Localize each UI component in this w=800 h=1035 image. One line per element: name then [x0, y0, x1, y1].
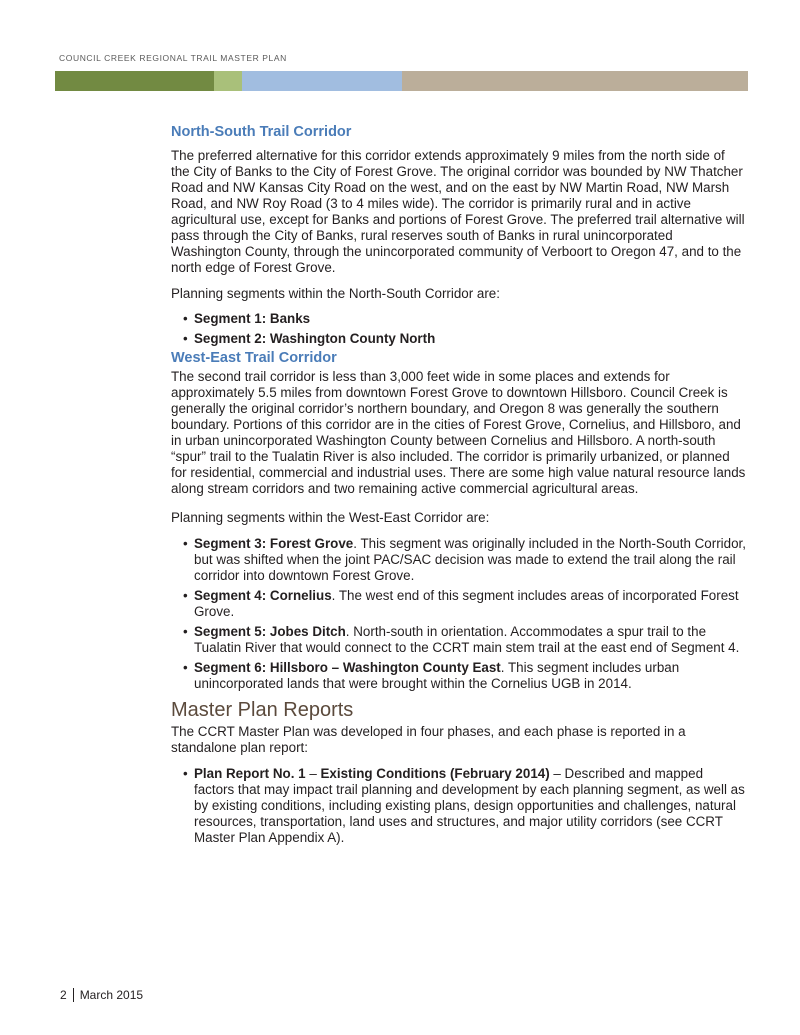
header-color-bar — [55, 71, 748, 91]
report-dash: – — [305, 766, 321, 781]
report-title: Existing Conditions (February 2014) — [320, 766, 550, 781]
footer-date: March 2015 — [79, 988, 144, 1002]
bullet-icon: • — [183, 311, 188, 326]
running-header: COUNCIL CREEK REGIONAL TRAIL MASTER PLAN — [59, 53, 287, 63]
segment-description: . This segment includes urban unincorporated lands that were brought within the Cornelius UGB in 2014. — [194, 660, 680, 691]
bullet-icon: • — [183, 660, 188, 675]
ns-segment-list — [183, 311, 746, 347]
segment-title: Segment 3: Forest Grove — [194, 536, 354, 551]
segment-title: Segment 1: Banks — [194, 311, 311, 326]
color-bar-segment-tan — [402, 71, 748, 91]
we-paragraph: The second trail corridor is less than 3,000 feet wide in some places and extends for approximately 5.5 miles from downtown Forest Grove to downtown Hillsboro. Council Creek is generally the original corridor’s northern boundary, and Oregon 8 was generally the southern boundary. Portions of this corridor are in the cities of Forest Grove, Cornelius, and Hillsboro, and in urban unincorporated Washington County between Cornelius and Hillsboro. A north-south “spur” trail to the Tualatin River is also included. The corridor is primarily urbanized, or planned for residential, commercial and industrial uses. There are some high value natural resource lands along stream corridors and two remaining active commercial agricultural areas. — [171, 369, 746, 496]
report-description: – Described and mapped factors that may impact trail planning and development by each planning segment, as well as by existing conditions, including existing plans, design opportunities and challenges, natural resources, transportation, land uses and structures, and major utility corridors (see CCRT Master Plan Appendix A). — [194, 766, 745, 845]
bullet-icon: • — [183, 766, 188, 781]
segment-description: . North-south in orientation. Accommodates a spur trail to the Tualatin River that would connect to the CCRT main stem trail at the east end of Segment 4. — [194, 624, 740, 655]
reports-heading: Master Plan Reports — [171, 699, 354, 721]
report-number: Plan Report No. 1 — [194, 766, 306, 781]
bullet-icon: • — [183, 588, 188, 603]
segment-title: Segment 6: Hillsboro – Washington County East — [194, 660, 501, 675]
ns-heading: North-South Trail Corridor — [171, 124, 352, 140]
reports-list — [183, 766, 746, 846]
color-bar-segment-light-green — [214, 71, 242, 91]
segment-title: Segment 5: Jobes Ditch — [194, 624, 346, 639]
list-item — [183, 766, 746, 846]
list-item — [183, 660, 746, 692]
list-item — [183, 536, 746, 584]
bullet-icon: • — [183, 331, 188, 346]
list-item — [183, 624, 746, 656]
we-heading: West-East Trail Corridor — [171, 350, 337, 366]
segment-description: . This segment was originally included in the North-South Corridor, but was shifted when the joint PAC/SAC decision was made to extend the trail along the rail corridor into downtown Forest Grove. — [194, 536, 746, 583]
color-bar-segment-olive — [55, 71, 214, 91]
reports-intro: The CCRT Master Plan was developed in four phases, and each phase is reported in a standalone plan report: — [171, 724, 686, 755]
page-number: 2 — [60, 988, 67, 1002]
bullet-icon: • — [183, 536, 188, 551]
list-item — [183, 588, 746, 620]
ns-paragraph: The preferred alternative for this corridor extends approximately 9 miles from the north side of the City of Banks to the City of Forest Grove. The original corridor was bounded by NW Thatcher Road and NW Kansas City Road on the west, and on the east by NW Martin Road, NW Marsh Road, and NW Roy Road (3 to 4 miles wide). The corridor is primarily rural and in active agricultural use, except for Banks and portions of Forest Grove. The preferred trail alternative will pass through the City of Banks, rural reserves south of Banks in rural unincorporated Washington County, through the unincorporated community of Verboort to Oregon 47, and to the north edge of Forest Grove. — [171, 148, 745, 275]
we-segment-list — [183, 536, 746, 692]
footer-divider — [73, 988, 74, 1002]
ns-segments-intro: Planning segments within the North-South Corridor are: — [171, 286, 500, 301]
segment-title: Segment 4: Cornelius — [194, 588, 332, 603]
segment-title: Segment 2: Washington County North — [194, 331, 436, 346]
segment-description: . The west end of this segment includes areas of incorporated Forest Grove. — [194, 588, 739, 619]
we-segments-intro: Planning segments within the West-East Corridor are: — [171, 510, 490, 525]
bullet-icon: • — [183, 624, 188, 639]
page-footer — [60, 988, 143, 1002]
list-item — [183, 331, 746, 347]
color-bar-segment-blue — [242, 71, 402, 91]
page-body — [171, 124, 746, 846]
list-item — [183, 311, 746, 327]
